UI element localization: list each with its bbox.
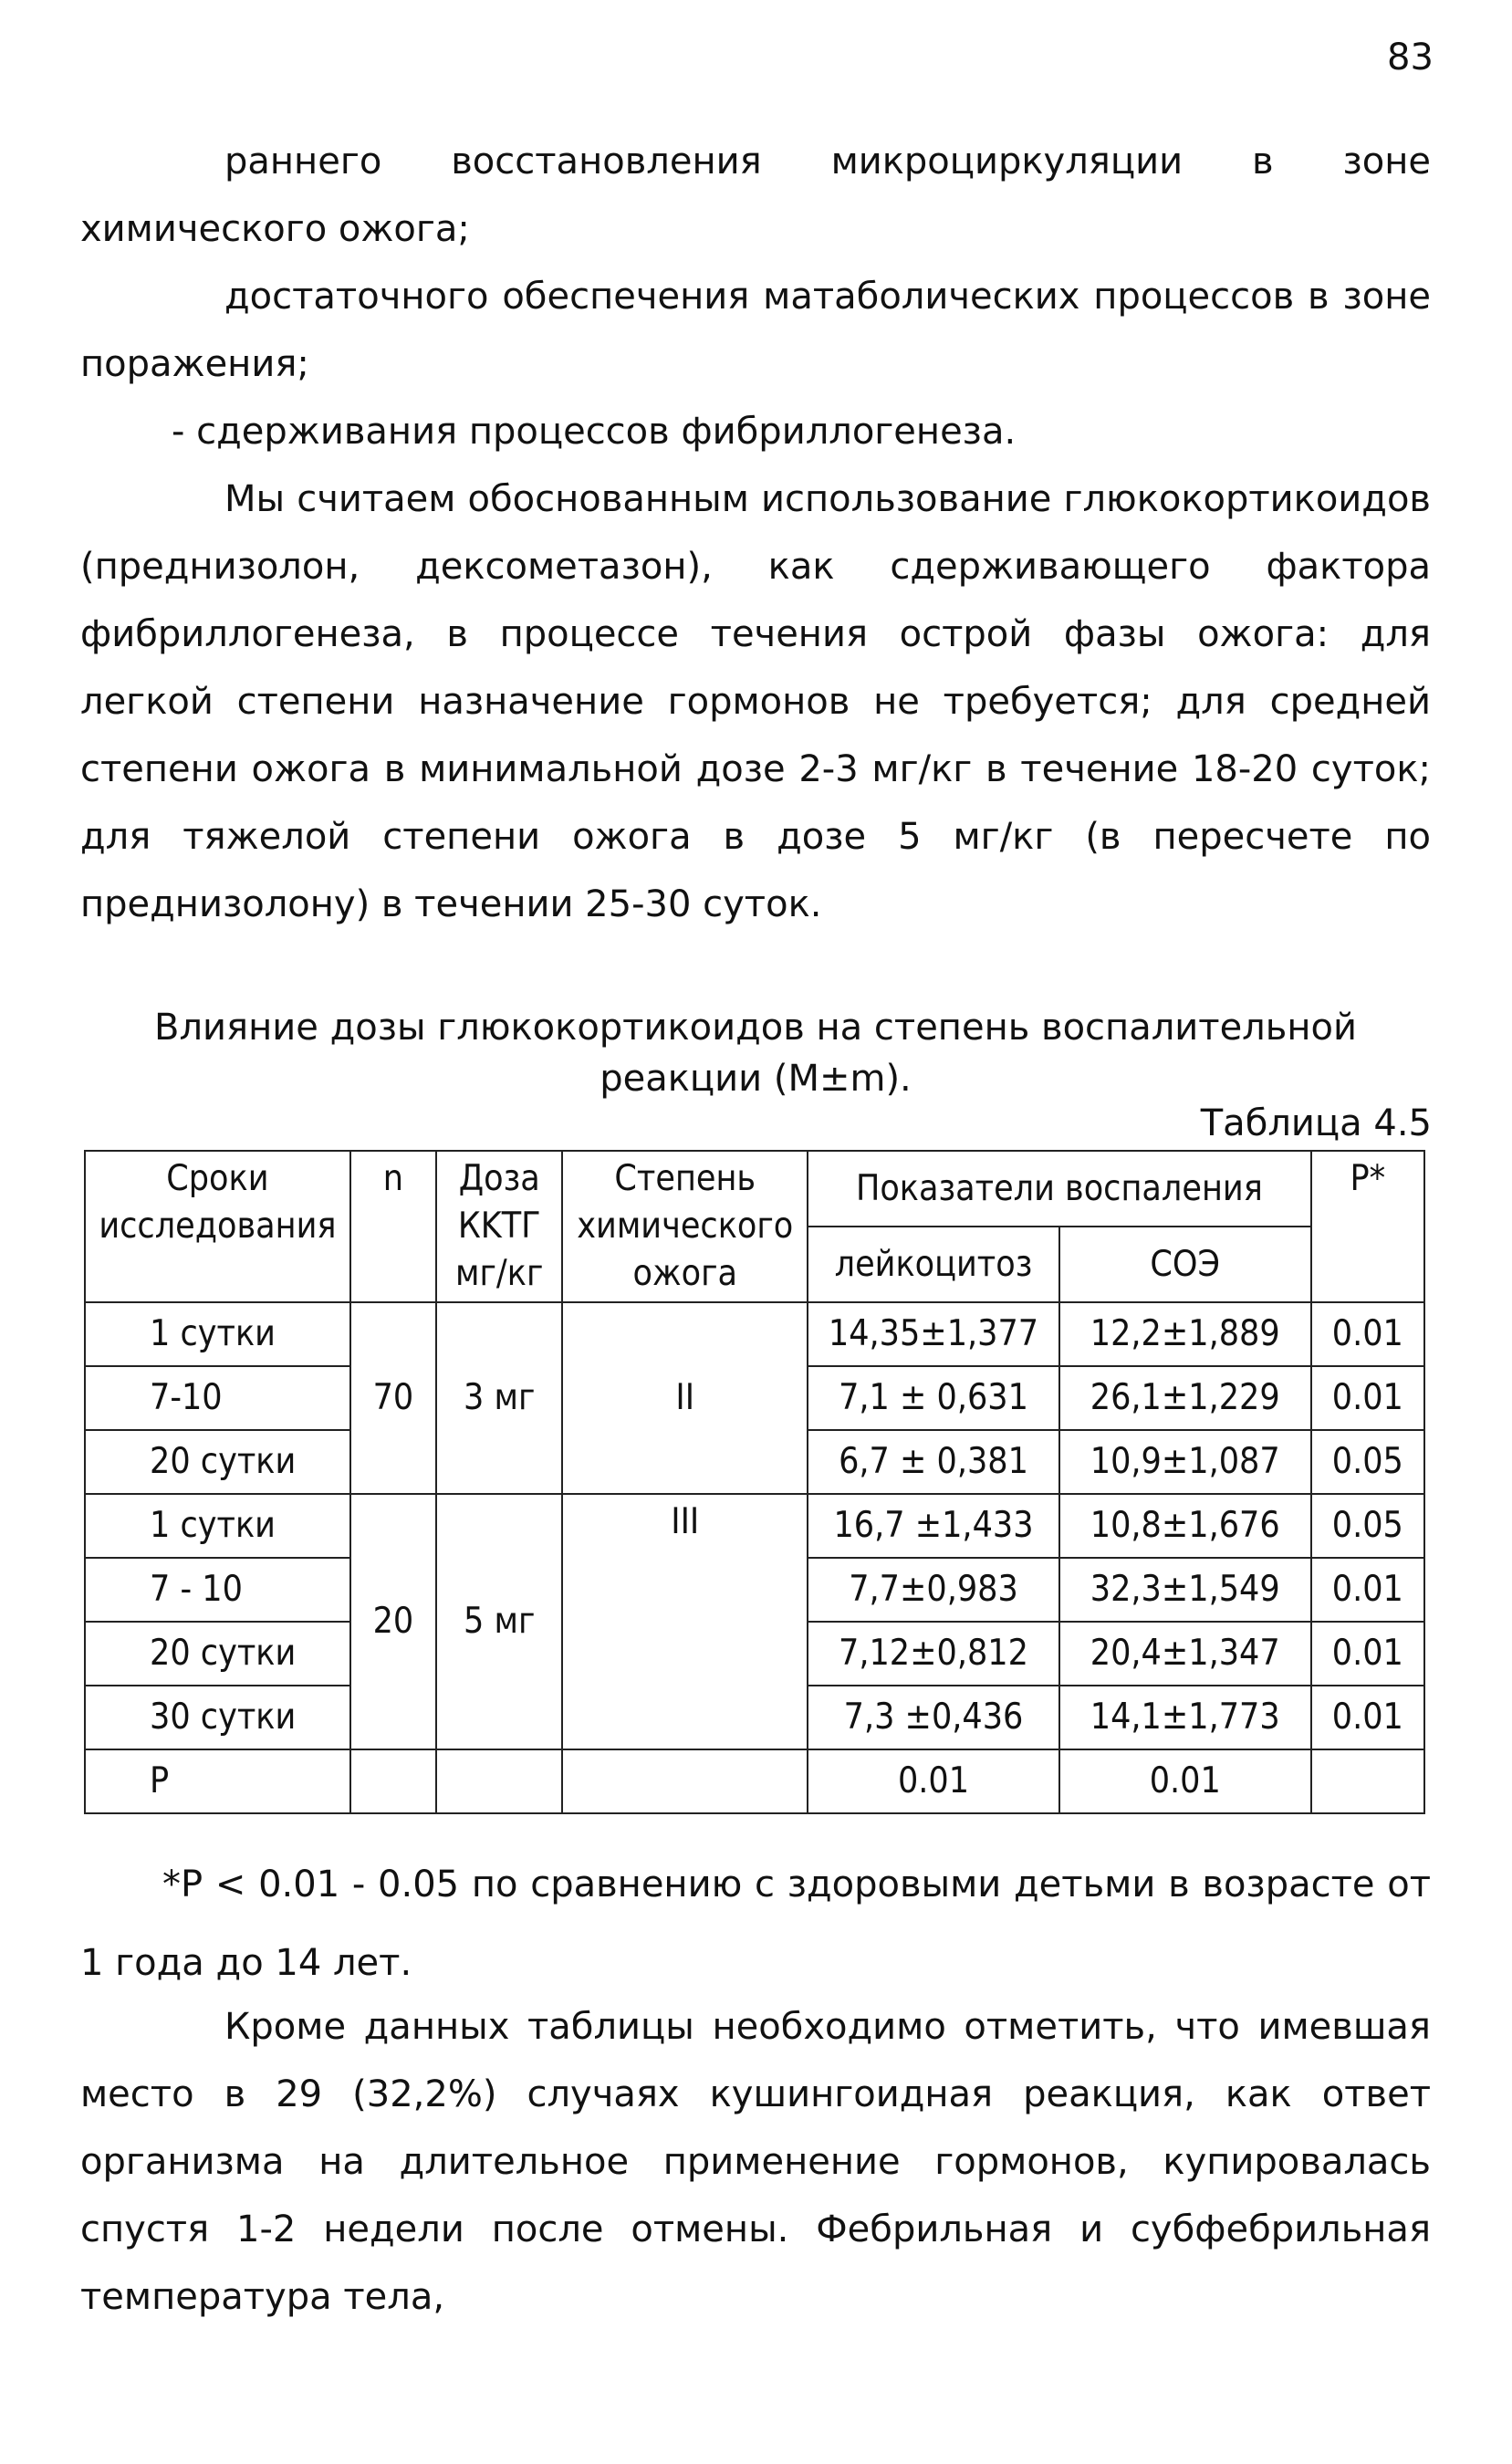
cell-p: 0.01 bbox=[1311, 1302, 1424, 1366]
header-esr: СОЭ bbox=[1059, 1227, 1311, 1302]
cell-leukocytosis: 14,35±1,377 bbox=[808, 1302, 1059, 1366]
cell-period: 1 сутки bbox=[85, 1302, 350, 1366]
cell-period: 1 сутки bbox=[85, 1494, 350, 1558]
cell-leukocytosis: 7,3 ±0,436 bbox=[808, 1686, 1059, 1749]
cell-esr: 32,3±1,549 bbox=[1059, 1558, 1311, 1622]
cell-period: 30 сутки bbox=[85, 1686, 350, 1749]
cell-p: 0.01 bbox=[1311, 1558, 1424, 1622]
inflammation-table bbox=[84, 1150, 1425, 1814]
paragraph-4: Мы считаем обоснованным использование глюкокортикоидов (преднизолон, дексометазон), как сдерживающего фактора фибриллогенеза, в процессе течения острой фазы ожога: для легкой степени назначение гормонов не требуется; для средней степени ожога в минимальной дозе 2-3 мг/кг в течение 18-20 суток; для тяжелой степени ожога в дозе 5 мг/кг (в пересчете по преднизолону) в течении 25-30 суток. bbox=[80, 478, 1431, 925]
cell-leukocytosis: 7,1 ± 0,631 bbox=[808, 1366, 1059, 1430]
table-label: Таблица 4.5 bbox=[1200, 1102, 1432, 1144]
header-period: Сроки исследования bbox=[85, 1151, 350, 1302]
cell-n: 20 bbox=[350, 1494, 436, 1749]
cell-period: 7 - 10 bbox=[85, 1558, 350, 1622]
paragraph-3: - сдерживания процессов фибриллогенеза. bbox=[172, 411, 1017, 453]
cell-p: 0.01 bbox=[1311, 1366, 1424, 1430]
cell-empty bbox=[562, 1749, 808, 1813]
cell-esr: 14,1±1,773 bbox=[1059, 1686, 1311, 1749]
table-row bbox=[85, 1302, 1424, 1366]
cell-period: 20 сутки bbox=[85, 1430, 350, 1494]
cell-period: P bbox=[85, 1749, 350, 1813]
cell-empty bbox=[1311, 1749, 1424, 1813]
paragraph-1: раннего восстановления микроциркуляции в зоне химического ожога; bbox=[80, 141, 1431, 250]
cell-leukocytosis: 7,7±0,983 bbox=[808, 1558, 1059, 1622]
header-p: P* bbox=[1311, 1151, 1424, 1302]
cell-dose: 3 мг bbox=[436, 1302, 562, 1494]
paragraph-5: Кроме данных таблицы необходимо отметить, что имевшая место в 29 (32,2%) случаях кушингоидная реакция, как ответ организма на длительное применение гормонов, купировалась спустя 1-2 недели после отмены. Фебрильная и субфебрильная температура тела, bbox=[80, 2006, 1431, 2318]
cell-esr: 26,1±1,229 bbox=[1059, 1366, 1311, 1430]
paragraph-2: достаточного обеспечения матаболических процессов в зоне поражения; bbox=[80, 276, 1431, 385]
cell-dose: 5 мг bbox=[436, 1494, 562, 1749]
header-row-1 bbox=[85, 1151, 1424, 1227]
body-text-top bbox=[80, 128, 1431, 938]
table-caption: Влияние дозы глюкокортикоидов на степень воспалительной реакции (M±m). bbox=[154, 1007, 1357, 1100]
cell-esr: 20,4±1,347 bbox=[1059, 1622, 1311, 1686]
header-degree: Степень химического ожога bbox=[562, 1151, 808, 1302]
cell-leukocytosis: 0.01 bbox=[808, 1749, 1059, 1813]
cell-esr: 10,8±1,676 bbox=[1059, 1494, 1311, 1558]
cell-empty bbox=[436, 1749, 562, 1813]
cell-p: 0.01 bbox=[1311, 1622, 1424, 1686]
cell-esr: 10,9±1,087 bbox=[1059, 1430, 1311, 1494]
closing-paragraph bbox=[80, 1993, 1431, 2331]
cell-degree: II bbox=[562, 1302, 808, 1494]
cell-period: 20 сутки bbox=[85, 1622, 350, 1686]
cell-degree: III bbox=[562, 1494, 808, 1749]
cell-esr: 12,2±1,889 bbox=[1059, 1302, 1311, 1366]
cell-p: 0.01 bbox=[1311, 1686, 1424, 1749]
cell-n: 70 bbox=[350, 1302, 436, 1494]
cell-leukocytosis: 16,7 ±1,433 bbox=[808, 1494, 1059, 1558]
cell-p: 0.05 bbox=[1311, 1430, 1424, 1494]
p-row bbox=[85, 1749, 1424, 1813]
cell-p: 0.05 bbox=[1311, 1494, 1424, 1558]
table-row bbox=[85, 1494, 1424, 1558]
cell-empty bbox=[350, 1749, 436, 1813]
page-number: 83 bbox=[1387, 37, 1434, 78]
header-leukocytosis: лейкоцитоз bbox=[808, 1227, 1059, 1302]
header-indicators: Показатели воспаления bbox=[808, 1151, 1311, 1227]
cell-leukocytosis: 6,7 ± 0,381 bbox=[808, 1430, 1059, 1494]
table-footnote: *P < 0.01 - 0.05 по сравнению с здоровыми детьми в возрасте от 1 года до 14 лет. bbox=[80, 1864, 1431, 1984]
cell-esr: 0.01 bbox=[1059, 1749, 1311, 1813]
header-n: n bbox=[350, 1151, 436, 1302]
cell-period: 7-10 bbox=[85, 1366, 350, 1430]
cell-leukocytosis: 7,12±0,812 bbox=[808, 1622, 1059, 1686]
header-dose: Доза КKТГ мг/кг bbox=[436, 1151, 562, 1302]
